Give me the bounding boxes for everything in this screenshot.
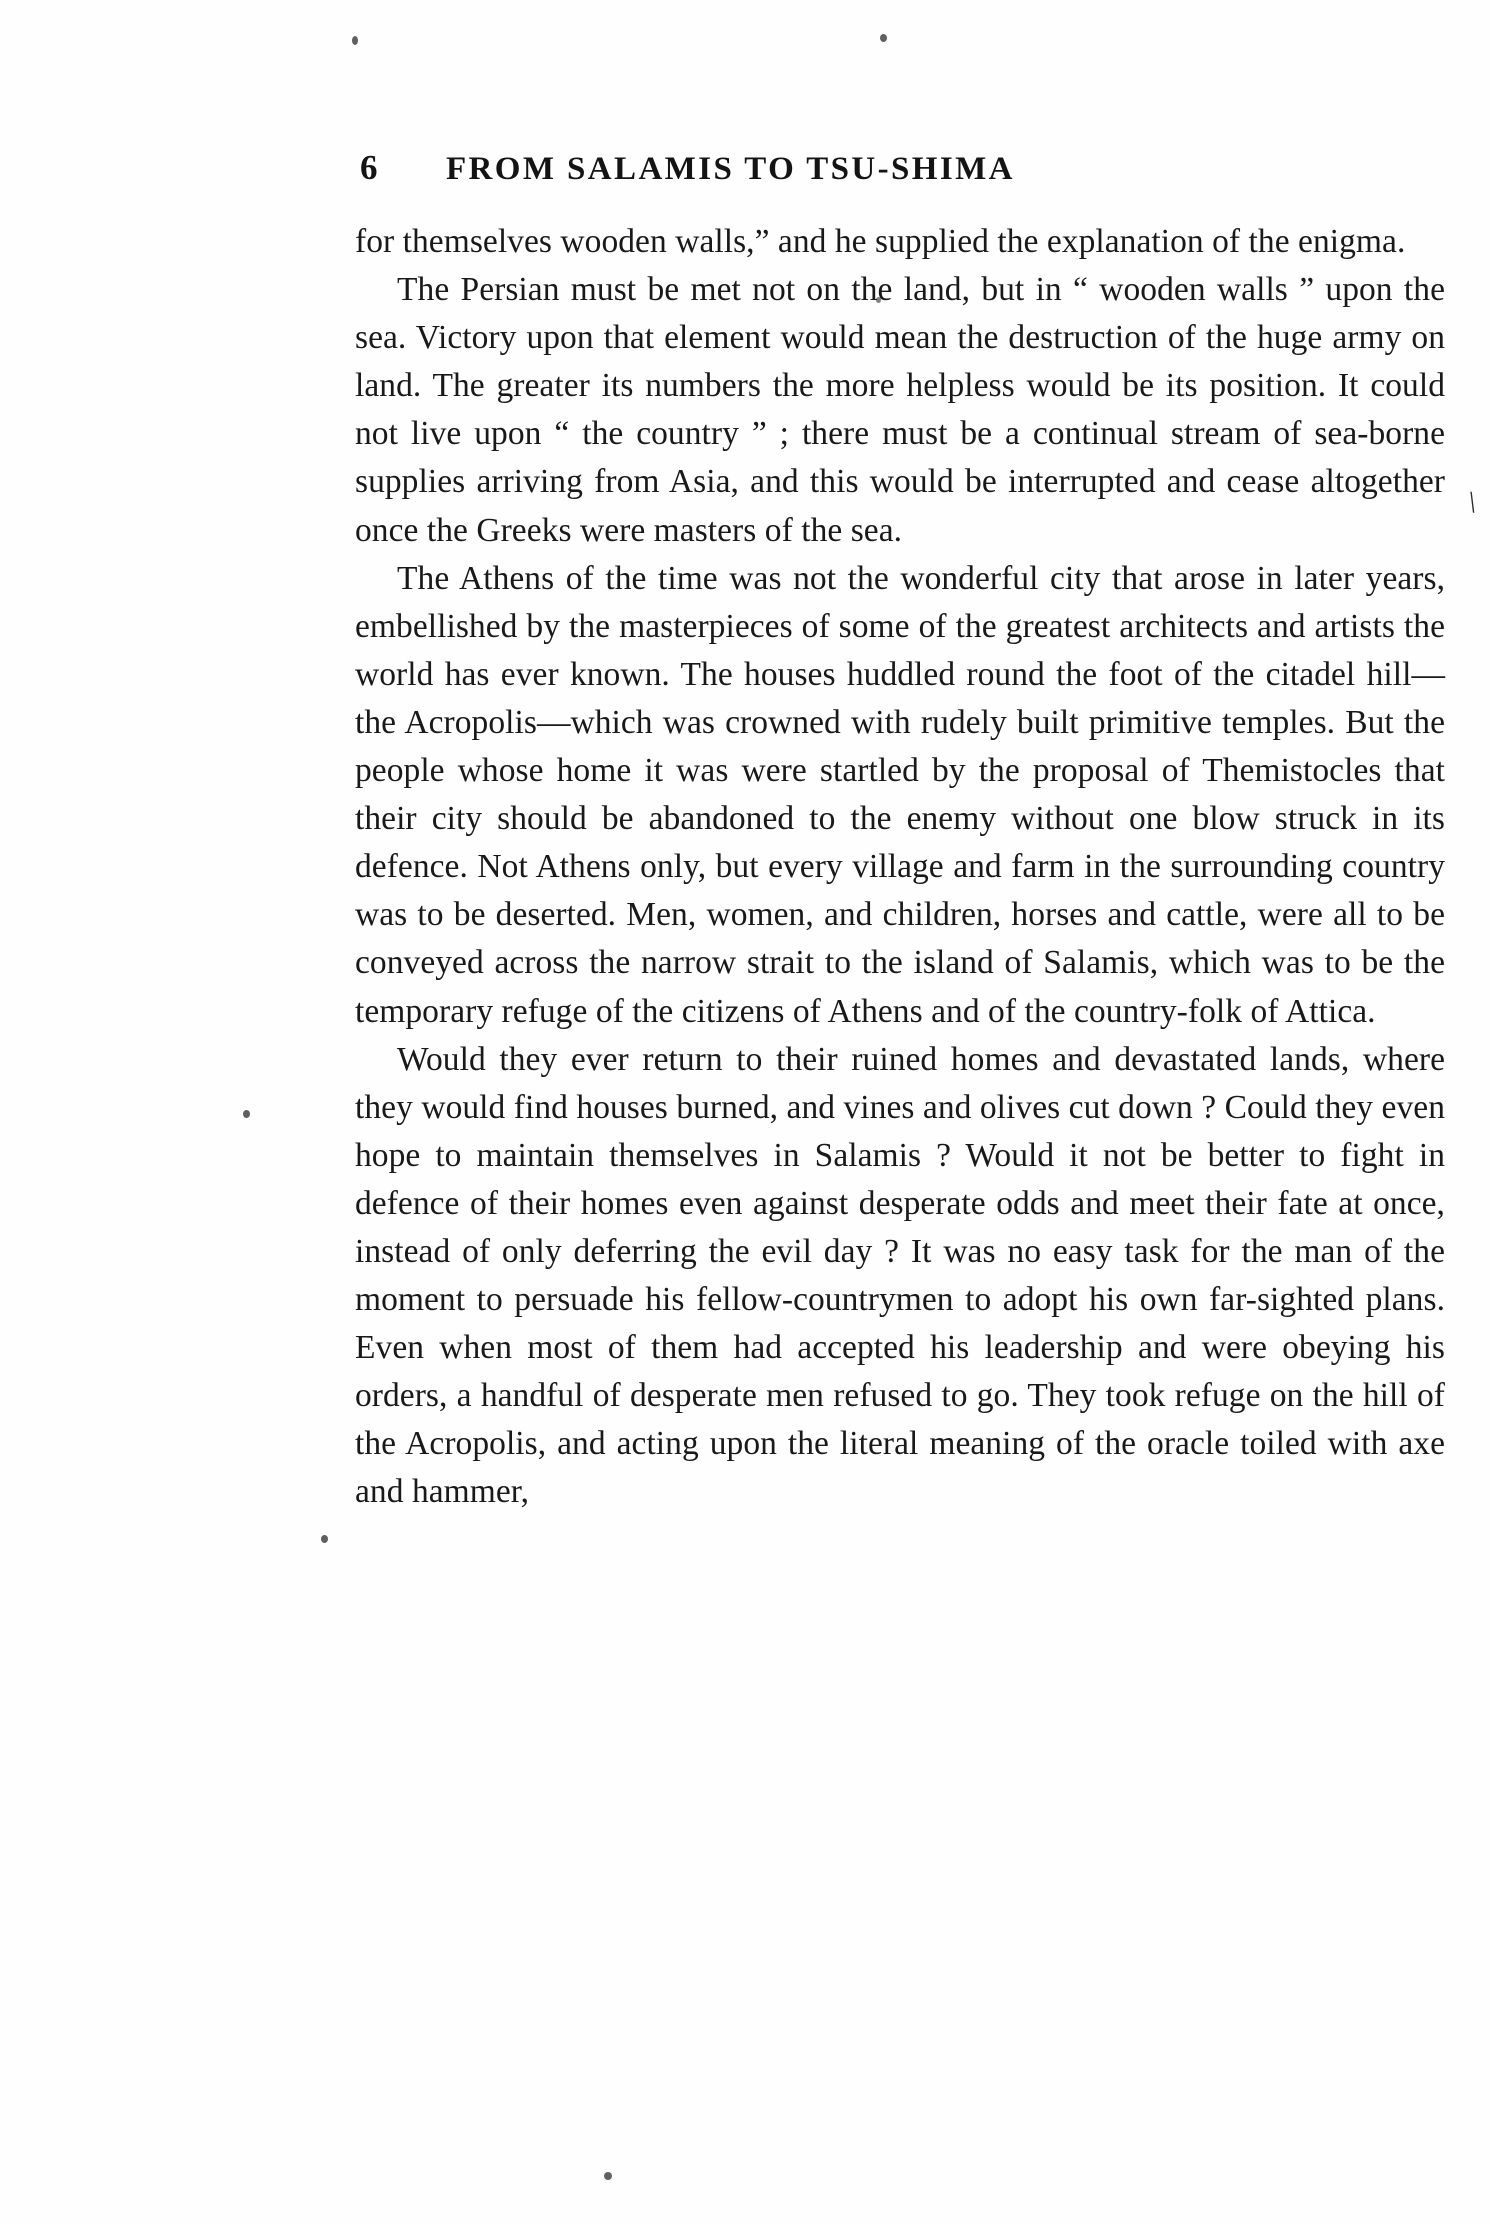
- paragraph: for themselves wooden walls,” and he supplied the explanation of the enigma.: [355, 223, 1406, 260]
- scan-artifact-speck: [604, 2172, 612, 2180]
- running-title: FROM SALAMIS TO TSU-SHIMA: [446, 151, 1015, 187]
- paragraph: The Persian must be met not on the land, but in “ wooden walls ” upon the sea. Victory upon that element would mean the destruction of the huge army on land. The greater its numbers the more helpless would be its position. It could not live upon “ the country ” ; there must be a continual stream of sea-borne supplies arriving from Asia, and this would be interrupted and cease altogether once the Greeks were masters of the sea.: [355, 271, 1445, 549]
- scan-artifact-speck: [243, 1110, 250, 1118]
- page-number: 6: [360, 148, 378, 187]
- page-header: [360, 148, 1440, 188]
- scan-artifact-speck: [880, 34, 887, 42]
- paragraph: Would they ever return to their ruined homes and devastated lands, where they would find houses burned, and vines and olives cut down ? Could they even hope to maintain themselves in Salamis ? Would it not be better to fight in defence of their homes even against desperate odds and meet their fate at once, instead of only deferring the evil day ? It was no easy task for the man of the moment to persuade his fellow-countrymen to adopt his own far-sighted plans. Even when most of them had accepted his leadership and were obeying his orders, a handful of desperate men refused to go. They took refuge on the hill of the Acropolis, and acting upon the literal meaning of the oracle toiled with axe and hammer,: [355, 1040, 1445, 1511]
- scan-artifact-speck: [321, 1535, 328, 1543]
- margin-pen-mark: \: [1464, 485, 1480, 520]
- page-body: [355, 218, 1445, 1517]
- scan-artifact-speck: [352, 36, 358, 45]
- paragraph: The Athens of the time was not the wonderful city that arose in later years, embellished by the masterpieces of some of the greatest architects and artists the world has ever known. The houses huddled round the foot of the citadel hill—the Acropolis—which was crowned with rudely built primitive temples. But the people whose home it was were startled by the proposal of Themistocles that their city should be abandoned to the enemy without one blow struck in its defence. Not Athens only, but every village and farm in the surrounding country was to be deserted. Men, women, and children, horses and cattle, were all to be conveyed across the narrow strait to the island of Salamis, which was to be the temporary refuge of the citizens of Athens and of the country-folk of Attica.: [355, 559, 1445, 1030]
